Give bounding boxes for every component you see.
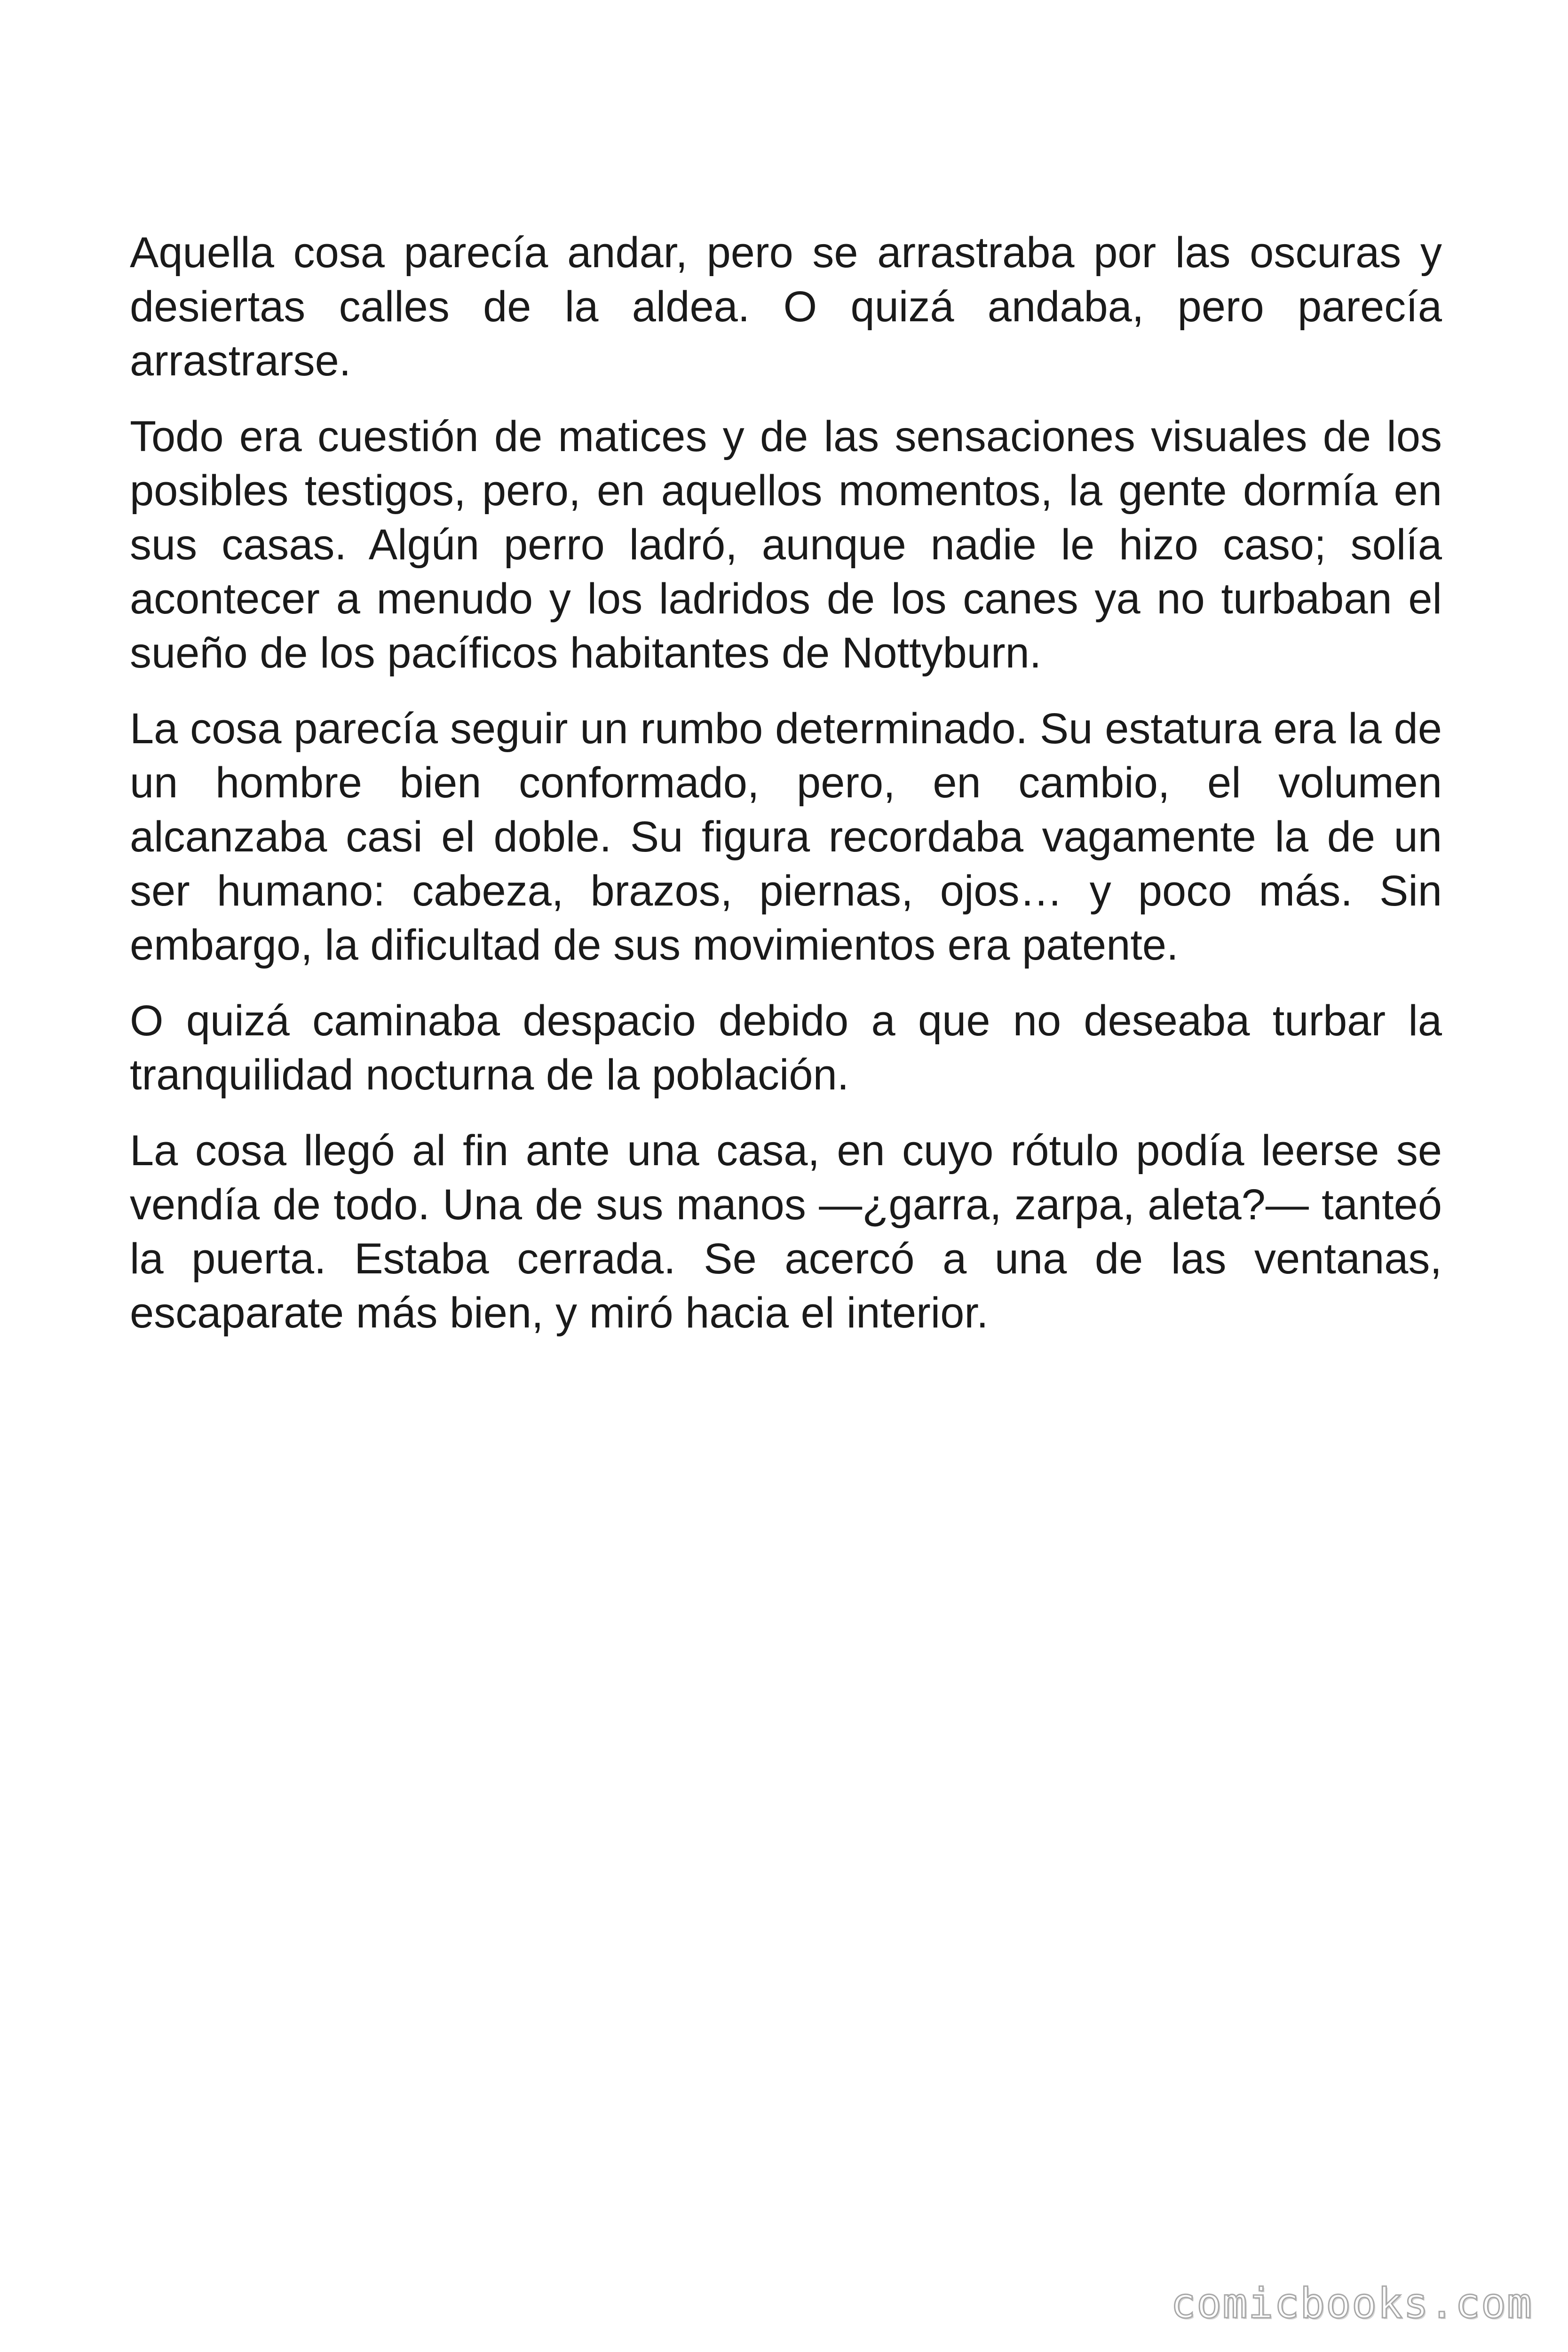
- body-text: [130, 226, 1442, 1362]
- paragraph: La cosa parecía seguir un rumbo determinado. Su estatura era la de un hombre bien conformado, pero, en cambio, el volumen alcanzaba casi el doble. Su figura recordaba vagamente la de un ser humano: cabeza, brazos, piernas, ojos… y poco más. Sin embargo, la dificultad de sus movimientos era patente.: [130, 705, 1442, 969]
- paragraph: Todo era cuestión de matices y de las sensaciones visuales de los posibles testigos, pero, en aquellos momentos, la gente dormía en sus casas. Algún perro ladró, aunque nadie le hizo caso; solía acontecer a menudo y los ladridos de los canes ya no turbaban el sueño de los pacíficos habitantes de Nottyburn.: [130, 413, 1442, 677]
- paragraph: Aquella cosa parecía andar, pero se arrastraba por las oscuras y desiertas calles de la aldea. O quizá andaba, pero parecía arrastrarse.: [130, 229, 1442, 385]
- paragraph: O quizá caminaba despacio debido a que no deseaba turbar la tranquilidad nocturna de la población.: [130, 997, 1442, 1099]
- paragraph: La cosa llegó al fin ante una casa, en cuyo rótulo podía leerse se vendía de todo. Una de sus manos —¿garra, zarpa, aleta?— tanteó la puerta. Estaba cerrada. Se acercó a una de las ventanas, escaparate más bien, y miró hacia el interior.: [130, 1127, 1442, 1337]
- watermark: comicbooks.com: [1171, 2279, 1533, 2328]
